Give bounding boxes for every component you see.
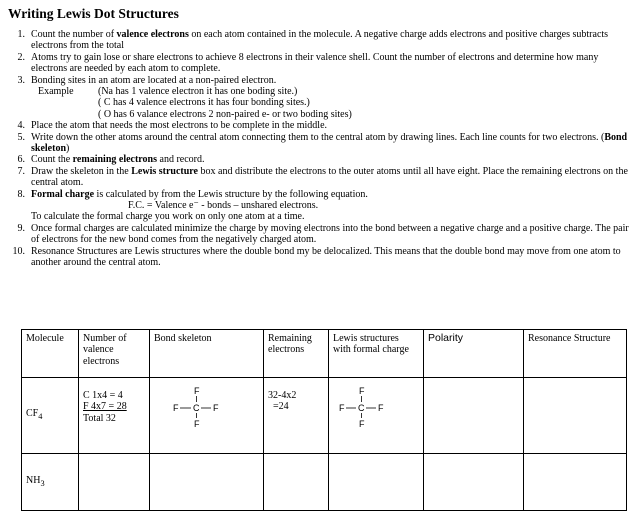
example-label: Example <box>38 86 74 98</box>
polarity-nh3[interactable] <box>424 454 524 511</box>
molecule-nh3: $NH_3$ <box>22 454 79 511</box>
step-2: 2. Atoms try to gain lose or share electrons to achieve 8 electrons in their valence shell. Count the number of electrons and determine how many electrons are needed by each atom to complete. <box>17 51 599 75</box>
step-7: 7. Draw the skeleton in the Lewis structure box and distribute the electrons to the outer atoms until all have eight. Place the remaining electrons on the central atom. <box>17 165 628 189</box>
lewis-cf4 <box>329 378 424 454</box>
table-header-row <box>22 330 627 378</box>
page-title: Writing Lewis Dot Structures <box>8 6 179 21</box>
skeleton-f-right: F <box>213 403 219 413</box>
table-row <box>22 378 627 454</box>
example-row-1 <box>0 86 632 97</box>
header-remaining: Remaining electrons <box>264 330 329 378</box>
skeleton-f-bottom: F <box>194 419 200 429</box>
skeleton-cf4 <box>150 378 264 454</box>
step-6: 6. Count the remaining electrons and record. <box>17 154 205 166</box>
skeleton-f-top: F <box>194 386 200 396</box>
step-8: 8. Formal charge is calculated by from the Lewis structure by the following equation. <box>17 188 368 200</box>
header-polarity: Polarity <box>424 330 524 378</box>
example-2: ( C has 4 valence electrons it has four bonding sites.) <box>98 97 310 109</box>
header-valence: Number of valence electrons <box>79 330 150 378</box>
step-3: 3. Bonding sites in an atom are located at a non-paired electron. <box>17 74 277 86</box>
example-row-2 <box>0 97 632 108</box>
lewis-f-right: F <box>378 403 384 413</box>
remaining-nh3[interactable] <box>264 454 329 511</box>
remaining-line: 32-4x2 <box>268 390 297 401</box>
instruction-list <box>0 29 632 268</box>
formal-charge-formula: F.C. = Valence e⁻ - bonds – unshared electrons. <box>128 200 319 212</box>
example-1: (Na has 1 valence electron it has one boding site.) <box>98 86 298 98</box>
example-3: ( O has 6 valance electrons 2 non-paired e- or two boding sites) <box>98 108 352 120</box>
lewis-c-center: C <box>358 403 365 413</box>
remaining-cf4 <box>264 378 329 454</box>
valence-line: C 1x4 = 4 <box>83 390 123 401</box>
header-resonance: Resonance Structure <box>524 330 627 378</box>
step-10: 10. Resonance Structures are Lewis structures where the double bond my be delocalized. This means that the double bond may move from one atom to another around the central atom. <box>12 245 621 269</box>
molecule-cf4: $CF_4$ <box>22 378 79 454</box>
resonance-cf4[interactable] <box>524 378 627 454</box>
formal-charge-note: To calculate the formal charge you work on only one atom at a time. <box>31 211 305 223</box>
table-row <box>22 454 627 511</box>
lewis-f-bottom: F <box>359 419 365 429</box>
step-4: 4. Place the atom that needs the most electrons to be complete in the middle. <box>17 120 328 132</box>
step-5: 5. Write down the other atoms around the central atom connecting them to the central atom by drawing lines. Each line counts for two electrons. (Bond skeleton) <box>17 131 628 155</box>
worksheet-table <box>21 329 627 511</box>
skeleton-f-left: F <box>173 403 179 413</box>
cf4-skeleton-structure <box>154 381 254 439</box>
valence-line: F 4x7 = 28 <box>83 401 127 413</box>
header-skeleton: Bond skeleton <box>150 330 264 378</box>
valence-nh3[interactable] <box>79 454 150 511</box>
valence-line: Total 32 <box>83 412 116 424</box>
step-9: 9. Once formal charges are calculated minimize the charge by moving electrons into the bond between a negative charge and a positive charge. The pair of electrons for the new bond comes from the negatively charged atom. <box>17 222 629 246</box>
lewis-f-top: F <box>359 386 365 396</box>
skeleton-c-center: C <box>193 403 200 413</box>
header-molecule: Molecule <box>22 330 79 378</box>
cf4-lewis-structure <box>333 381 419 439</box>
step-1: 1. Count the number of valence electrons on each atom contained in the molecule. A negative charge adds electrons and positive charges subtracts electrons from the total <box>17 29 609 52</box>
resonance-nh3[interactable] <box>524 454 627 511</box>
skeleton-nh3[interactable] <box>150 454 264 511</box>
lewis-f-left: F <box>339 403 345 413</box>
header-lewis: Lewis structures with formal charge <box>329 330 424 378</box>
polarity-cf4[interactable] <box>424 378 524 454</box>
lewis-nh3[interactable] <box>329 454 424 511</box>
remaining-line: =24 <box>273 401 289 413</box>
example-row-3 <box>0 109 632 120</box>
valence-cf4 <box>79 378 150 454</box>
